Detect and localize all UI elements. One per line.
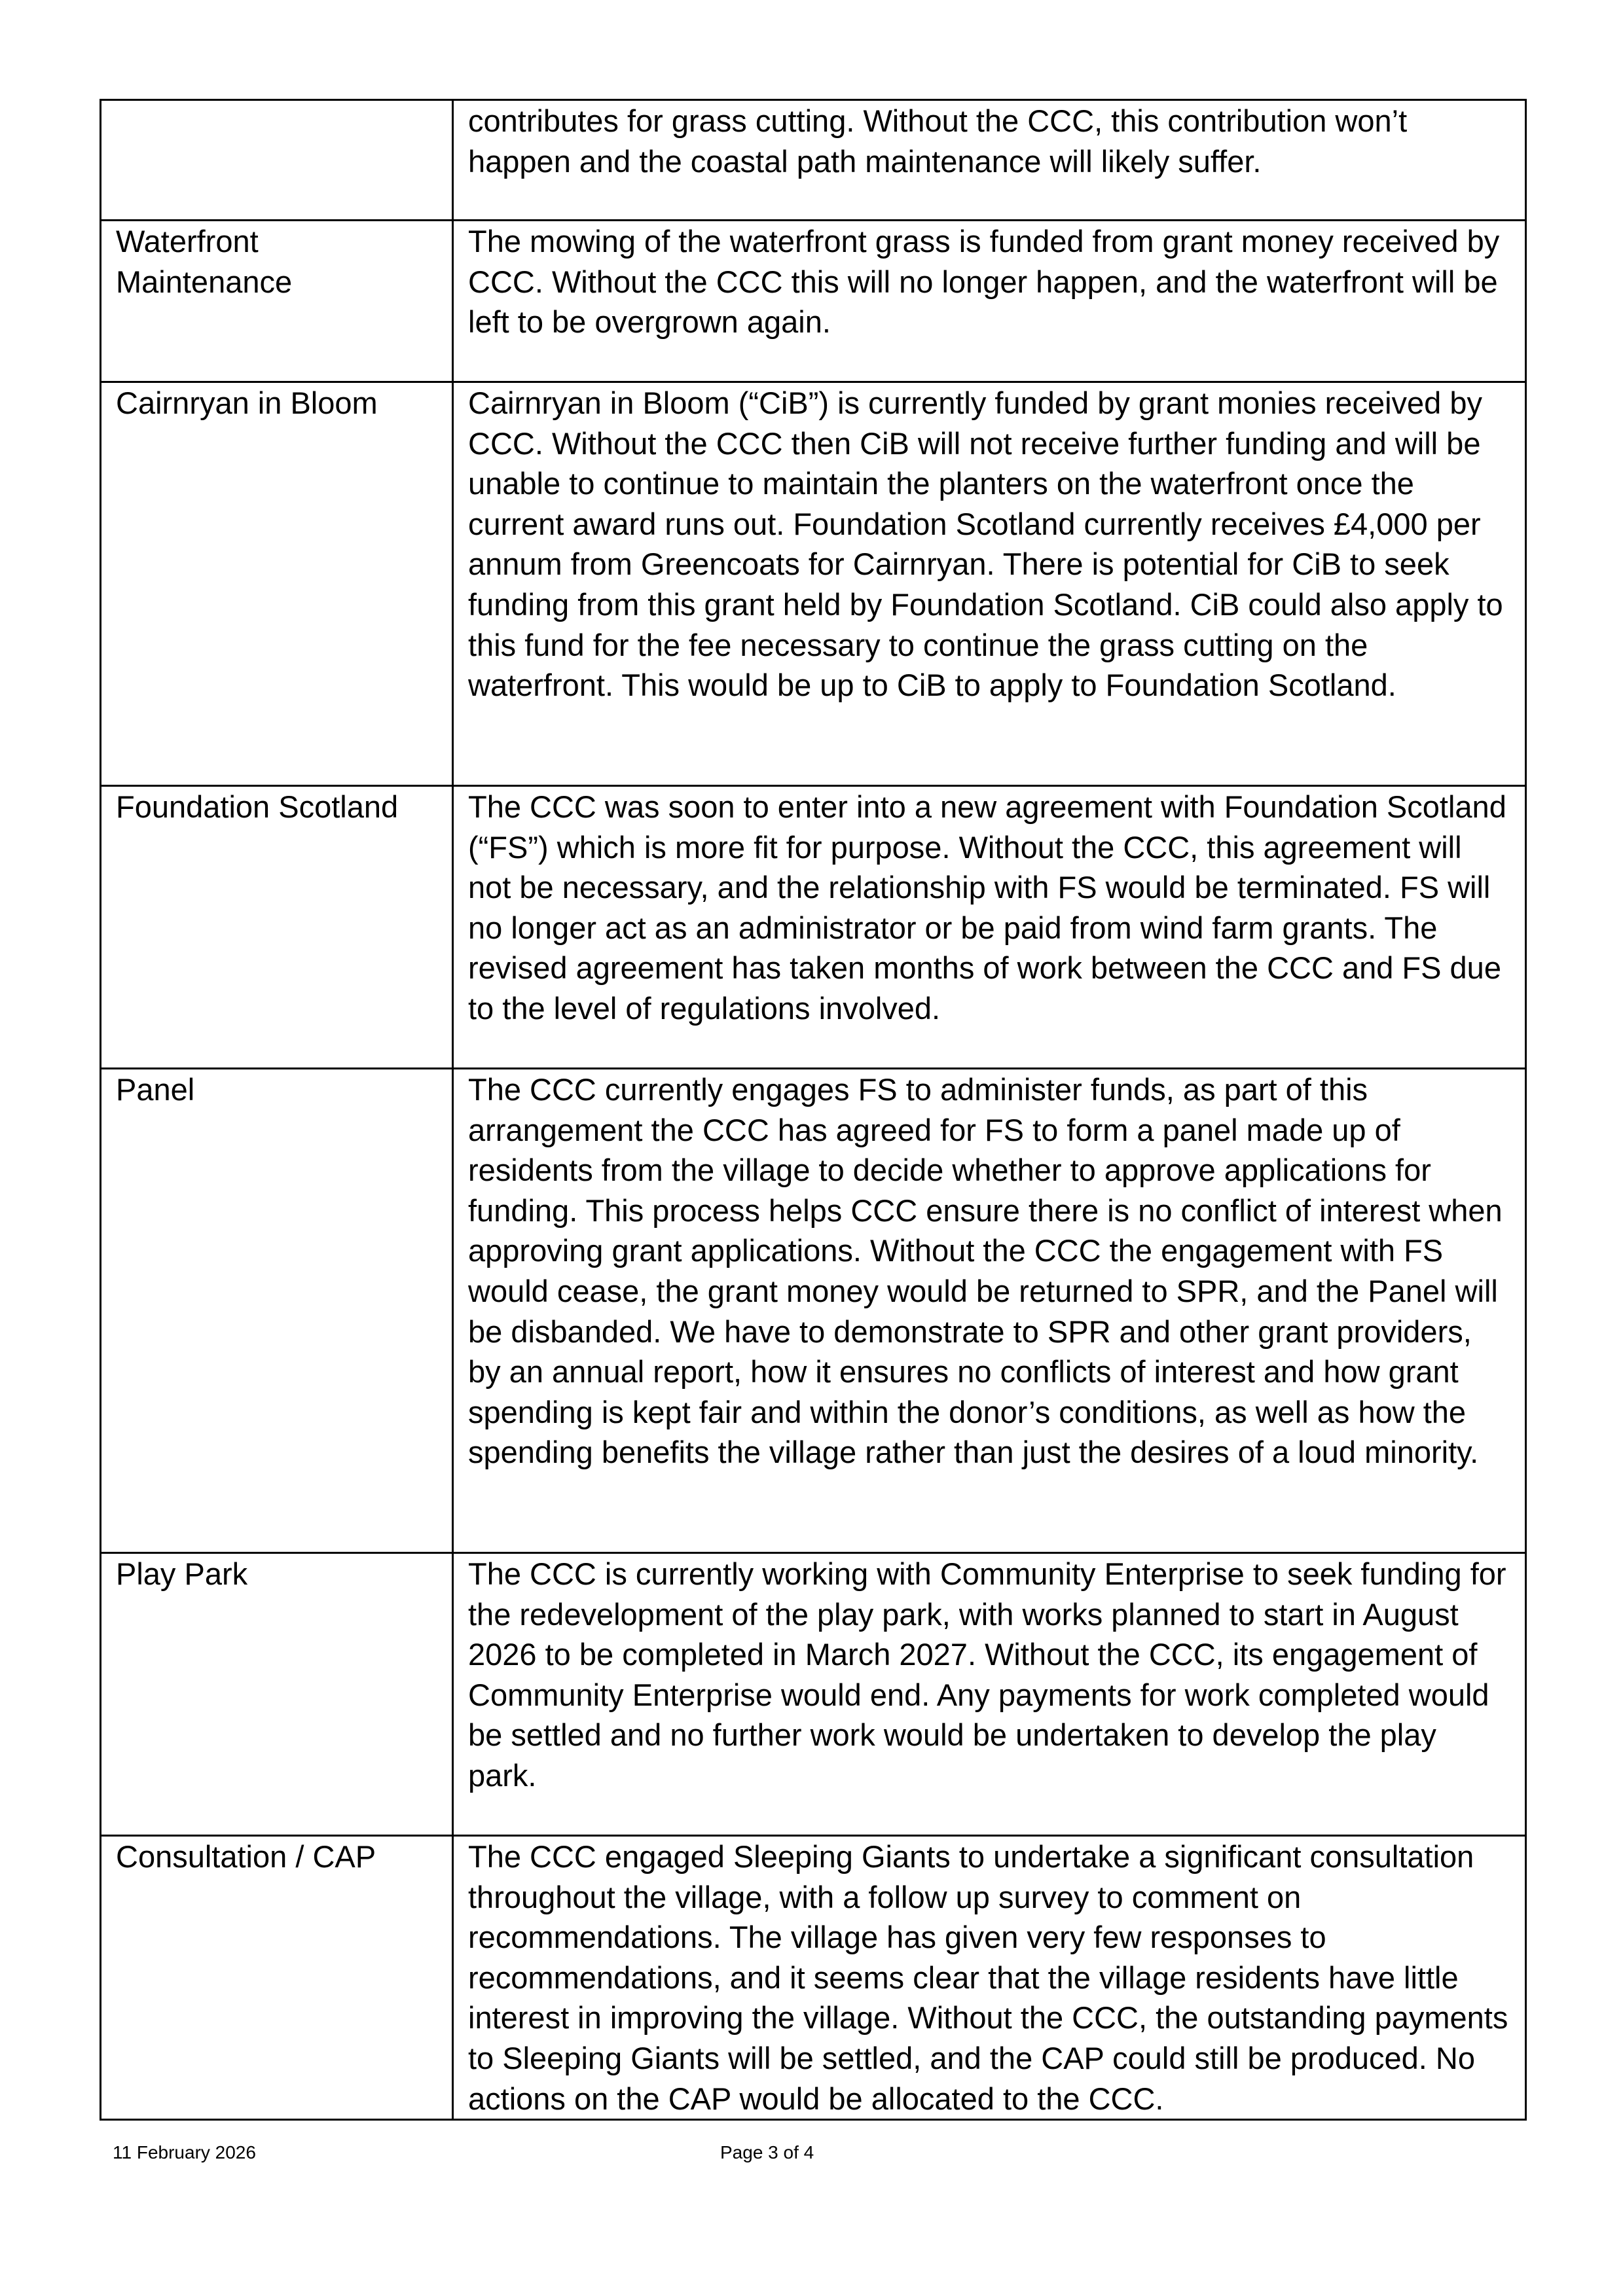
row-description-cell: contributes for grass cutting. Without the CCC, this contribution won’t happen and the coastal path maintenance will likely suffer.: [453, 100, 1526, 221]
row-topic-cell: [101, 100, 453, 221]
table-row: [101, 100, 1526, 221]
row-description-cell: The CCC currently engages FS to administer funds, as part of this arrangement the CCC has agreed for FS to form a panel made up of residents from the village to decide whether to approve applications for funding. This process helps CCC ensure there is no conflict of interest when approving grant applications. Without the CCC the engagement with FS would cease, the grant money would be returned to SPR, and the Panel will be disbanded. We have to demonstrate to SPR and other grant providers, by an annual report, how it ensures no conflicts of interest and how grant spending is kept fair and within the donor’s conditions, as well as how the spending benefits the village rather than just the desires of a loud minority.: [453, 1069, 1526, 1553]
row-topic-cell: Panel: [101, 1069, 453, 1553]
row-topic-cell: Cairnryan in Bloom: [101, 382, 453, 786]
table-row: [101, 1836, 1526, 2120]
row-description-cell: The CCC engaged Sleeping Giants to undertake a significant consultation throughout the village, with a follow up survey to comment on recommendations. The village has given very few responses to recommendations, and it seems clear that the village residents have little interest in improving the village. Without the CCC, the outstanding payments to Sleeping Giants will be settled, and the CAP could still be produced. No actions on the CAP would be allocated to the CCC.: [453, 1836, 1526, 2120]
row-topic-cell: Waterfront Maintenance: [101, 221, 453, 382]
row-topic-cell: Foundation Scotland: [101, 786, 453, 1069]
footer-page-number: Page 3 of 4: [720, 2142, 814, 2162]
table-row: [101, 1069, 1526, 1553]
row-description-cell: The mowing of the waterfront grass is funded from grant money received by CCC. Without the CCC this will no longer happen, and the waterfront will be left to be overgrown again.: [453, 221, 1526, 382]
table-row: [101, 221, 1526, 382]
row-topic-cell: Play Park: [101, 1553, 453, 1836]
row-description-cell: The CCC is currently working with Community Enterprise to seek funding for the redevelopment of the play park, with works planned to start in August 2026 to be completed in March 2027. Without the CCC, its engagement of Community Enterprise would end. Any payments for work completed would be settled and no further work would be undertaken to develop the play park.: [453, 1553, 1526, 1836]
footer-date: 11 February 2026: [113, 2142, 256, 2162]
row-description-cell: The CCC was soon to enter into a new agreement with Foundation Scotland (“FS”) which is more fit for purpose. Without the CCC, this agreement will not be necessary, and the relationship with FS would be terminated. FS will no longer act as an administrator or be paid from wind farm grants. The revised agreement has taken months of work between the CCC and FS due to the level of regulations involved.: [453, 786, 1526, 1069]
table-row: [101, 1553, 1526, 1836]
table-row: [101, 382, 1526, 786]
grants-impact-table: [100, 99, 1527, 2121]
row-description-cell: Cairnryan in Bloom (“CiB”) is currently funded by grant monies received by CCC. Without the CCC then CiB will not receive further funding and will be unable to continue to maintain the planters on the waterfront once the current award runs out. Foundation Scotland currently receives £4,000 per annum from Greencoats for Cairnryan. There is potential for CiB to seek funding from this grant held by Foundation Scotland. CiB could also apply to this fund for the fee necessary to continue the grass cutting on the waterfront. This would be up to CiB to apply to Foundation Scotland.: [453, 382, 1526, 786]
table-row: [101, 786, 1526, 1069]
row-topic-cell: Consultation / CAP: [101, 1836, 453, 2120]
